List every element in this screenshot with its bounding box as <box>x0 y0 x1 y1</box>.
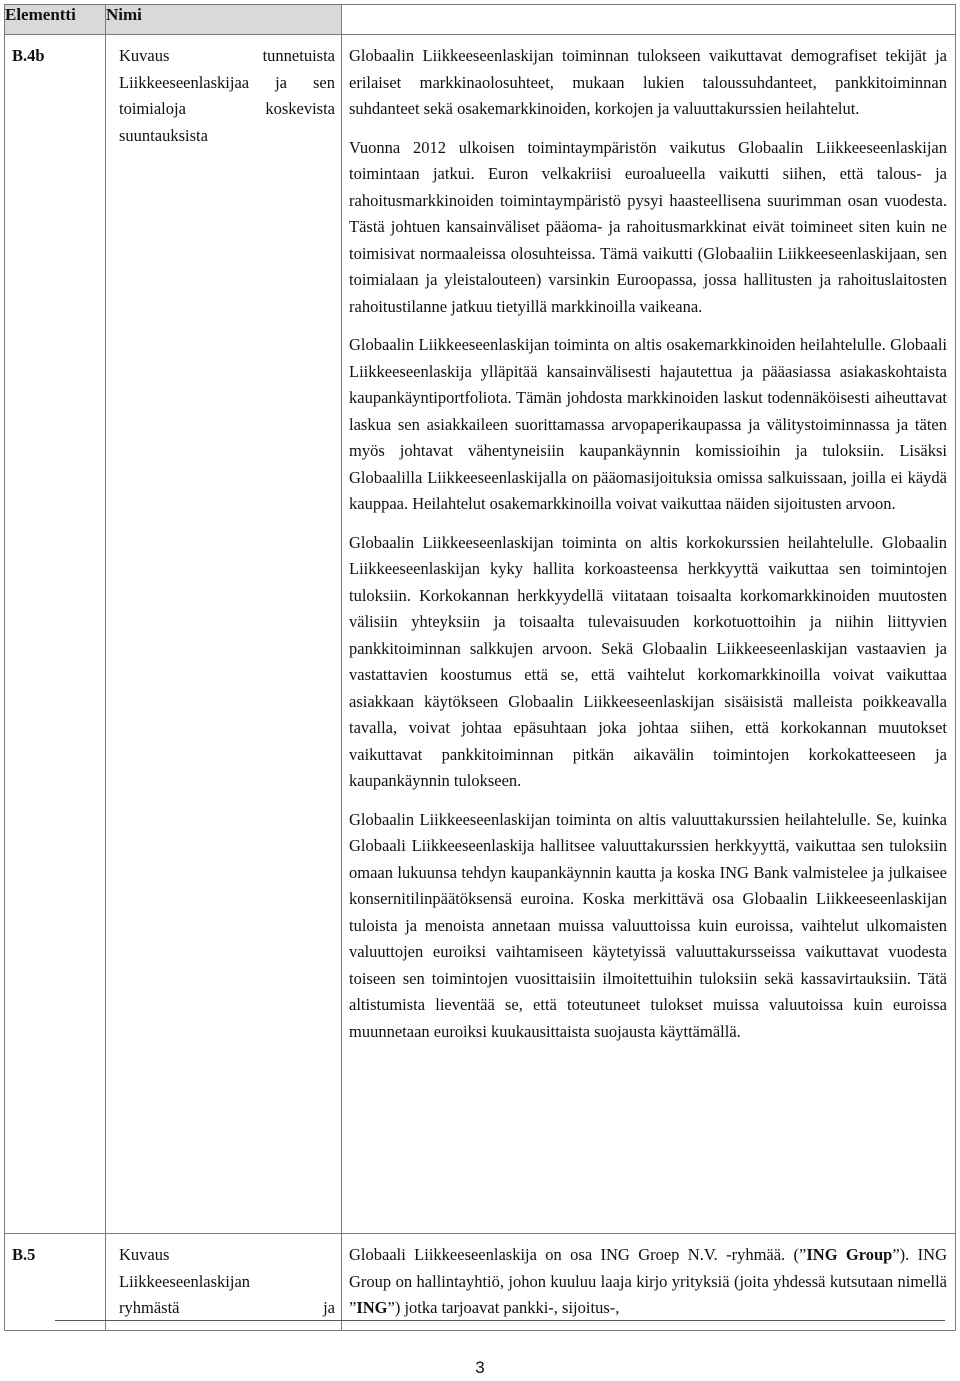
paragraph <box>349 1242 947 1322</box>
element-code-cell <box>5 35 106 1234</box>
paragraph: Globaalin Liikkeeseenlaskijan toiminnan tulokseen vaikuttavat demografiset tekijät ja erilaiset markkinaolosuhteet, mukaan lukien taloussuhdanteet, pankkitoiminnan suhdanteet sekä osakemarkkinoiden, korkojen ja valuuttakurssien heilahtelut. <box>349 46 947 118</box>
element-name-cell <box>106 35 342 1234</box>
element-name-word: ryhmästä <box>119 1298 180 1317</box>
paragraph: Globaalin Liikkeeseenlaskijan toiminta on altis valuuttakurssien heilahtelulle. Se, kuinka Globaali Liikkeeseenlaskija hallitsee valuuttakurssien herkkyyttä, vaikuttaa sen tuloksiin omaan lukuunsa tehdyn kaupankäynnin kautta ja koska ING Bank valmistelee ja julkaisee konsernitilinpäätöksensä euroina. Koska merkittävä osa Globaalin Liikkeeseenlaskijan tuloista ja menoista annetaan muissa valuuttoissa kuin euroissa, vaihtelut ulkomaisten valuuttojen euroiksi vaihtamiseen käytetyissä valuuttakursseissa vaikuttavat vuodesta toiseen sen toimintojen vuosittaisiin ilmoitettuihin tuloksiin sekä kassavirtauksiin. Tätä altistumista lieventää se, että toteutuneet tulokset muissa valuutoissa kuin euroissa muunnetaan euroiksi kuukausittaista suojausta käyttämällä. <box>349 809 947 1041</box>
element-content-cell <box>342 35 956 1234</box>
text-run: ”). ING Group on hallintayhtiö, johon kuuluu laaja kirjo yrityksiä (joita yhdessä kutsutaan nimellä ” <box>349 1245 947 1317</box>
page-number: 3 <box>475 1358 485 1377</box>
element-content <box>342 35 955 1053</box>
footer-rule <box>55 1320 945 1321</box>
element-name-line: Liikkeeseenlaskijan <box>119 1271 251 1291</box>
paragraph: Globaalin Liikkeeseenlaskijan toiminta on altis korkokurssien heilahtelulle. Globaalin Liikkeeseenlaskijan kyky hallita korkoasteensa herkkyyttä vaikuttaa sen toimintojen tuloksiin. Korkokannan herkkyydellä viitataan toisaalta korkomarkkinoiden muutosten välisiin yhteyksiin ja toisaalta tulevaisuuden korkotuottoihin ja niihin liittyvien pankkitoiminnan salkkujen arvoon. Sekä Globaalin Liikkeeseenlaskijan vastaavien ja vastattavien koostumus että se, että vaihtelut korkomarkkinoilla voivat vaikuttaa asiakkaan käytökseen Globaalin Liikkeeseenlaskijan sisäisistä malleista poikkeavalla tavalla, voivat johtaa epäsuhtaan joka johtaa siihen, että korkokannan muutokset vaikuttavat pankkitoiminnan pitkän aikavälin toimintojen korkokatteeseen ja kaupankäynnin tulokseen. <box>349 532 947 790</box>
paragraph: Vuonna 2012 ulkoisen toimintaympäristön vaikutus Globaalin Liikkeeseenlaskijan toimintaan jatkui. Euron velkakriisi euroalueella vaikutti siihen, että talous- ja rahoitusmarkkinoiden toimintaympäristö pysyi haasteellisena suurimman osan vuodesta. Tästä johtuen kansainväliset pääoma- ja rahoitusmarkkinat eivät toimineet siten kuin ne toimisivat normaaleissa olosuhteissa. Tämä vaikutti (Globaaliin Liikkeeseenlaskijaan, sen toimialaan ja yleistalouteen) varsinkin Euroopassa, jossa hallitusten ja rahoituslaitosten rahoitustilanne jatkuu tietyillä markkinoilla vaikeana. <box>349 137 947 316</box>
table-header-row <box>5 5 956 35</box>
element-code-cell <box>5 1234 106 1331</box>
bold-term: ING <box>356 1298 388 1317</box>
text-run: Globaali Liikkeeseenlaskija on osa ING Groep N.V. -ryhmää. (” <box>349 1245 807 1264</box>
paragraph: Globaalin Liikkeeseenlaskijan toiminta on altis osakemarkkinoiden heilahtelulle. Globaali Liikkeeseenlaskija ylläpitää kansainvälisesti hajautettua ja pääasiassa asiakaskohtaista kaupankäyntiportfoliota. Tämän johdosta markkinoiden laskut todennäköisesti aiheuttavat laskua sen asiakkaileen suorittamassa arvopaperikaupassa ja välitystoiminnassa ja täten myös johtavat vähentyneisiin kaupankäynnin komissioihin ja tuloksiin. Lisäksi Globaalilla Liikkeeseenlaskijalla on pääomasijoituksia omissa salkuissaan, joilla ei käydä kauppaa. Heilahtelut osakemarkkinoilla voivat vaikuttaa näiden sijoitusten arvoon. <box>349 335 947 513</box>
element-table <box>4 4 956 1331</box>
element-name: Kuvaus tunnetuista Liikkeeseenlaskijaa ja sen toimialoja koskevista suuntauksista <box>119 46 335 145</box>
element-content-cell <box>342 1234 956 1331</box>
header-nimi: Nimi <box>106 5 342 35</box>
element-name-word: ja <box>323 1298 335 1317</box>
element-name <box>106 1234 341 1322</box>
text-run: ”) jotka tarjoavat pankki-, sijoitus-, <box>387 1298 620 1317</box>
element-name-cell <box>106 1234 342 1331</box>
element-name-line: Kuvaus <box>119 1245 170 1264</box>
element-code: B.4b <box>12 46 45 65</box>
header-elementti: Elementti <box>5 5 106 35</box>
table-row-b4 <box>5 35 956 1234</box>
element-code: B.5 <box>12 1245 36 1264</box>
element-name-line <box>119 1295 335 1322</box>
bold-term: ING Group <box>806 1245 893 1264</box>
table-row-b5 <box>5 1234 956 1331</box>
element-content <box>342 1234 955 1330</box>
header-content <box>342 5 956 35</box>
